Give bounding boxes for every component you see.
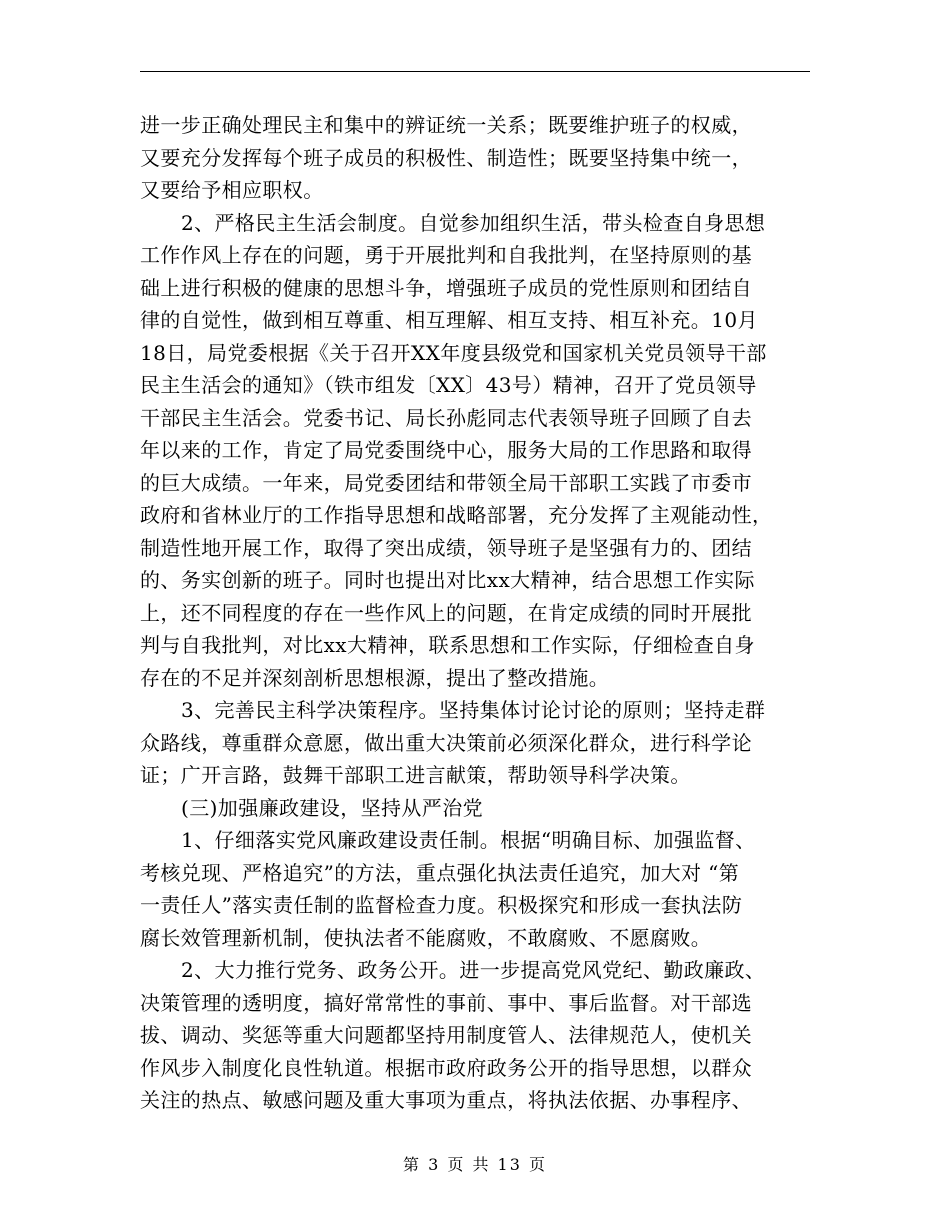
text-line: 存在的不足并深刻剖析思想根源，提出了整改措施。 (140, 665, 610, 690)
text-line: 干部民主生活会。党委书记、局长孙彪同志代表领导班子回顾了自去 (140, 405, 752, 430)
text-line: 础上进行积极的健康的思想斗争，增强班子成员的党性原则和团结自 (140, 275, 752, 300)
text-line: 决策管理的透明度，搞好常常性的事前、事中、事后监督。对干部选 (140, 990, 752, 1015)
text-line: 腐长效管理新机制，使执法者不能腐败，不敢腐败、不愿腐败。 (140, 925, 712, 950)
paragraph-start-line: 3、完善民主科学决策程序。坚持集体讨论讨论的原则；坚持走群 (181, 698, 766, 722)
text-line: 又要给予相应职权。 (140, 178, 324, 202)
text-line: 一责任人”落实责任制的监督检查力度。积极探究和形成一套执法防 (140, 893, 743, 917)
text-line: 年以来的工作，肯定了局党委围绕中心，服务大局的工作思路和取得 (140, 438, 752, 462)
body-text (140, 109, 812, 1117)
paragraph-start-line: 2、严格民主生活会制度。自觉参加组织生活，带头检查自身思想 (181, 210, 766, 235)
text-line: 证；广开言路，鼓舞干部职工进言献策，帮助领导科学决策。 (140, 763, 691, 787)
paragraph-start-line: 1、仔细落实党风廉政建设责任制。根据“明确目标、加强监督、 (181, 828, 756, 852)
text-line: 拔、调动、奖惩等重大问题都坚持用制度管人、法律规范人，使机关 (140, 1023, 752, 1047)
paragraph-start-line: 2、大力推行党务、政务公开。进一步提高党风党纪、勤政廉政、 (181, 958, 766, 982)
page-number-footer: 第 3 页 共 13 页 (403, 1155, 547, 1174)
section-heading: (三)加强廉政建设，坚持从严治党 (181, 795, 484, 820)
text-line: 制造性地开展工作，取得了突出成绩，领导班子是坚强有力的、团结 (140, 535, 752, 560)
text-line: 工作作风上存在的问题，勇于开展批判和自我批判，在坚持原则的基 (140, 243, 752, 267)
text-line: 民主生活会的通知》（铁市组发〔XX〕43号）精神，召开了党员领导 (140, 373, 757, 397)
text-line: 判与自我批判，对比xx大精神，联系思想和工作实际，仔细检查自身 (140, 633, 755, 657)
text-line: 又要充分发挥每个班子成员的积极性、制造性；既要坚持集中统一， (140, 145, 752, 170)
text-line: 考核兑现、严格追究”的方法，重点强化执法责任追究，加大对 “第 (140, 860, 740, 885)
text-line: 上，还不同程度的存在一些作风上的问题，在肯定成绩的同时开展批 (140, 600, 752, 625)
text-line: 进一步正确处理民主和集中的辨证统一关系；既要维护班子的权威， (140, 113, 752, 137)
text-line: 政府和省林业厅的工作指导思想和战略部署，充分发挥了主观能动性， (140, 503, 773, 527)
text-line: 律的自觉性，做到相互尊重、相互理解、相互支持、相互补充。10月 (140, 308, 758, 332)
text-line: 18日，局党委根据《关于召开XX年度县级党和国家机关党员领导干部 (140, 340, 767, 365)
text-line: 关注的热点、敏感问题及重大事项为重点，将执法依据、办事程序、 (140, 1088, 752, 1112)
text-line: 的巨大成绩。一年来，局党委团结和带领全局干部职工实践了市委市 (140, 470, 752, 495)
text-line: 众路线，尊重群众意愿，做出重大决策前必须深化群众，进行科学论 (140, 730, 752, 755)
text-line: 作风步入制度化良性轨道。根据市政府政务公开的指导思想，以群众 (140, 1055, 752, 1080)
header-rule (140, 71, 810, 72)
text-line: 的、务实创新的班子。同时也提出对比xx大精神，结合思想工作实际 (140, 568, 755, 592)
